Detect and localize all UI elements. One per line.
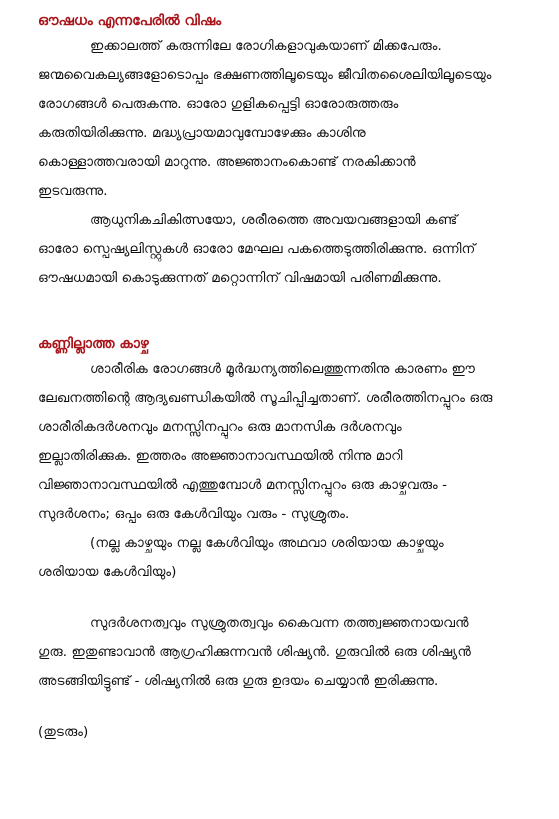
text-line: വിജ്ഞാനാവസ്ഥയിൽ എത്തുമ്പോൾ മനസ്സിനപ്പുറം ഒരു കാഴ്ചവരും - — [38, 477, 448, 493]
text-line: സുദർശനത്വവും സുശ്രുതത്വവും കൈവന്ന തത്ത്വജ്ഞനായവൻ — [90, 615, 469, 631]
text-line: ലേഖനത്തിന്റെ ആദ്യഖണ്ഡികയിൽ സൂചിപ്പിച്ചതാണ്. ശരീരത്തിനപ്പുറം ഒരു — [38, 390, 493, 406]
text-line: ഇടവരുന്നു. — [38, 183, 108, 199]
text-line: കൊള്ളാത്തവരായി മാറുന്നു. അജ്ഞാനംകൊണ്ട് നരകിക്കാൻ — [38, 154, 416, 170]
text-line: കരുതിയിരിക്കുന്നു. മദ്ധ്യപ്രായമാവുമ്പോഴേക്കും കാശിനു — [38, 125, 366, 141]
to-be-continued — [38, 718, 539, 747]
text-line: സുദർശനം; ഒപ്പം ഒരു കേൾവിയും വരും - സുശ്രുതം. — [38, 506, 350, 522]
text-line: (നല്ല കാഴ്ചയും നല്ല കേൾവിയും അഥവാ ശരിയായ കാഴ്ചയും — [90, 535, 444, 551]
text-line: ജന്മവൈകല്യങ്ങളോടൊപ്പം ഭക്ഷണത്തിലൂടെയും ജീവിതശൈലിയിലൂടെയും — [38, 67, 492, 83]
text-line: ആധുനികചികിത്സയോ, ശരീരത്തെ അവയവങ്ങളായി കണ്ട് — [90, 212, 458, 228]
paragraph — [38, 529, 539, 587]
text-line: രോഗങ്ങൾ പെരുകന്നു. ഓരോ ഗുളികപ്പെട്ടി ഓരോരുത്തരും — [38, 96, 399, 112]
text-line: ഇക്കാലത്ത് കരുന്നിലേ രോഗികളാവുകയാണ് മിക്കപേരും. — [90, 38, 442, 54]
paragraph — [38, 609, 539, 696]
text-line: ശരിയായ കേൾവിയും) — [38, 564, 177, 580]
text-line: ഔഷധമായി കൊടുക്കുന്നത് മറ്റൊന്നിന് വിഷമായി പരിണമിക്കുന്നു. — [38, 270, 442, 286]
text-line: അടങ്ങിയിട്ടുണ്ട് - ശിഷ്യനിൽ ഒരു ഗുരു ഉദയം ചെയ്യാൻ ഇരിക്കുന്നു. — [38, 673, 439, 689]
paragraph — [38, 32, 539, 206]
spacer — [38, 696, 539, 718]
text-line: ഇല്ലാതിരിക്കുക. ഇത്തരം അജ്ഞാനാവസ്ഥയിൽ നിന്നു മാറി — [38, 448, 403, 464]
text-line: ഓരോ സ്പെഷ്യലിസ്റ്റുകൾ ഓരോ മേഘല പകത്തെടുത്തിരിക്കുന്നു. ഒന്നിന് — [38, 241, 476, 257]
section-heading-medicine-poison: ഔഷധം എന്നപേരിൽ വിഷം — [38, 13, 222, 29]
spacer — [38, 293, 539, 321]
text-line: (തുടരും) — [38, 724, 89, 740]
text-line: ശാരീരിക രോഗങ്ങൾ മൂർദ്ധന്യത്തിലെത്തുന്നതിനു കാരണം ഈ — [90, 361, 475, 377]
text-line: ശാരീരികദർശനവും മനസ്സിനപ്പുറം ഒരു മാനസിക ദർശനവും — [38, 419, 402, 435]
paragraph — [38, 206, 539, 293]
paragraph — [38, 355, 539, 529]
spacer — [38, 587, 539, 609]
section-heading-blind-sight: കണ്ണില്ലാത്ത കാഴ്ച — [38, 336, 149, 352]
text-line: ഗുരു. ഇതുണ്ടാവാൻ ആഗ്രഹിക്കുന്നവൻ ശിഷ്യൻ. ഗുരുവിൽ ഒരു ശിഷ്യൻ — [38, 644, 471, 660]
